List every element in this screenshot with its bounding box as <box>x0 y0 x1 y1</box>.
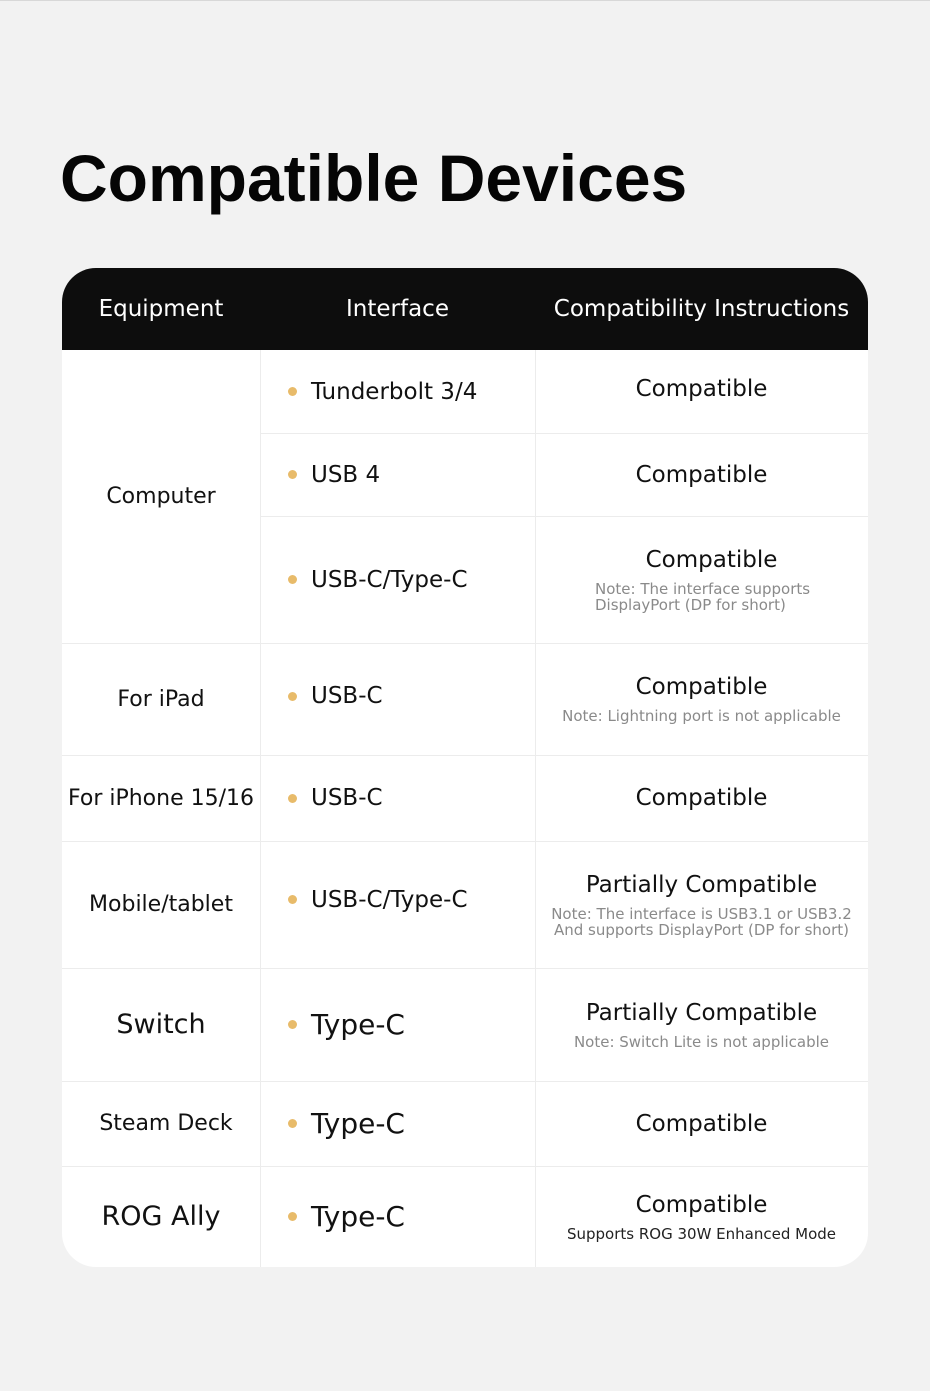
compatibility-status: Partially Compatible <box>585 871 818 898</box>
interface-label: Type-C <box>311 1008 405 1041</box>
equipment-iphone: For iPhone 15/16 <box>67 785 255 811</box>
row-divider <box>62 968 868 969</box>
interface-cell <box>260 643 535 755</box>
equipment-steam-deck: Steam Deck <box>99 1111 233 1136</box>
table-header <box>62 268 868 350</box>
interface-label: USB-C/Type-C <box>311 886 468 913</box>
compatibility-status: Compatible <box>645 546 778 573</box>
interface-cell <box>260 350 535 433</box>
header-equipment: Equipment <box>98 296 224 322</box>
equipment-switch: Switch <box>116 1009 206 1040</box>
bullet-icon <box>288 1212 297 1221</box>
header-interface: Interface <box>346 296 449 322</box>
interface-cell <box>260 968 535 1081</box>
interface-label: Type-C <box>311 1107 405 1140</box>
interface-cell <box>260 516 535 643</box>
interface-label: Type-C <box>311 1200 405 1233</box>
compatibility-note: Note: Switch Lite is not applicable <box>573 1032 830 1051</box>
compatibility-status: Partially Compatible <box>585 999 818 1026</box>
compatibility-status: Compatible <box>635 674 768 700</box>
compatibility-cell <box>535 968 868 1081</box>
interface-cell <box>260 1081 535 1166</box>
row-divider <box>62 1166 868 1167</box>
interface-label: USB 4 <box>311 461 381 488</box>
interface-cell <box>260 1166 535 1267</box>
bullet-icon <box>288 575 297 584</box>
compatibility-note: Supports ROG 30W Enhanced Mode <box>566 1224 836 1243</box>
compatibility-status: Compatible <box>635 1110 768 1137</box>
interface-cell <box>260 755 535 841</box>
compatibility-cell <box>535 433 868 516</box>
compatibility-cell <box>535 350 868 433</box>
header-compatibility: Compatibility Instructions <box>553 296 850 322</box>
interface-label: Tunderbolt 3/4 <box>311 378 478 405</box>
compatibility-table <box>62 268 868 1267</box>
interface-label: USB-C <box>311 683 383 709</box>
interface-cell <box>260 841 535 968</box>
bullet-icon <box>288 1119 297 1128</box>
equipment-ipad: For iPad <box>117 686 205 712</box>
interface-cell <box>260 433 535 516</box>
row-divider <box>260 516 868 517</box>
row-divider <box>62 1081 868 1082</box>
equipment-computer: Computer <box>106 484 216 509</box>
compatibility-cell <box>535 516 868 643</box>
bullet-icon <box>288 692 297 701</box>
interface-label: USB-C/Type-C <box>311 566 468 593</box>
bullet-icon <box>288 470 297 479</box>
row-divider <box>62 643 868 644</box>
row-divider <box>260 433 868 434</box>
compatibility-cell <box>535 755 868 841</box>
column-divider <box>260 350 261 1267</box>
compatibility-cell <box>535 1166 868 1267</box>
column-divider <box>535 350 536 1267</box>
compatibility-status: Compatible <box>635 785 768 811</box>
bullet-icon <box>288 895 297 904</box>
compatibility-note: Note: The interface supports DisplayPort (DP for short) <box>595 579 811 614</box>
equipment-rog-ally: ROG Ally <box>101 1201 221 1232</box>
top-divider <box>0 0 930 1</box>
compatibility-cell <box>535 1081 868 1166</box>
compatibility-cell <box>535 643 868 755</box>
bullet-icon <box>288 794 297 803</box>
compatibility-note: Note: The interface is USB3.1 or USB3.2 And supports DisplayPort (DP for short) <box>551 904 852 939</box>
compatibility-status: Compatible <box>635 375 768 402</box>
interface-label: USB-C <box>311 785 383 811</box>
bullet-icon <box>288 387 297 396</box>
bullet-icon <box>288 1020 297 1029</box>
row-divider <box>62 755 868 756</box>
equipment-mobile-tablet: Mobile/tablet <box>89 892 233 917</box>
compatibility-note: Note: Lightning port is not applicable <box>562 707 841 725</box>
compatibility-cell <box>535 841 868 968</box>
row-divider <box>62 841 868 842</box>
compatibility-status: Compatible <box>635 1191 768 1218</box>
compatibility-status: Compatible <box>635 461 768 488</box>
page-title: Compatible Devices <box>60 141 688 215</box>
